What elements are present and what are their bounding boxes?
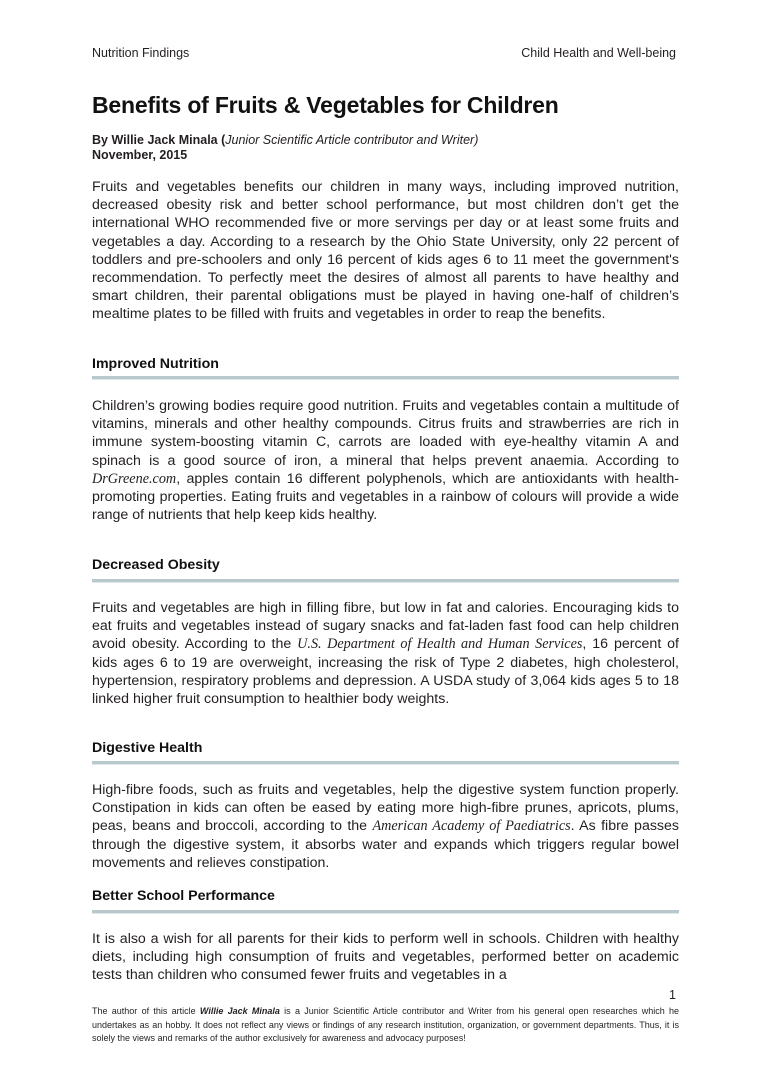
footnote: The author of this article Willie Jack Minala is a Junior Scientific Article contributor and Writer from his general open researches which he undertakes as an hobby. It does not reflect any views or findings of any research institution, organization, or government departments. Thus, it is solely the views and remarks of the author exclusively for awareness and advocacy purposes! — [92, 1006, 679, 1043]
section-heading-school: Better School Performance — [92, 888, 275, 904]
school-paragraph: It is also a wish for all parents for their kids to perform well in schools. Children with healthy diets, including high consumption of fruits and vegetables, performed better on academic tests than children who consumed fewer fruits and vegetables in a — [92, 931, 679, 984]
section-heading-nutrition: Improved Nutrition — [92, 356, 219, 372]
header-left: Nutrition Findings — [92, 46, 190, 60]
byline — [92, 133, 692, 163]
publication-date: November, 2015 — [92, 148, 188, 162]
digestive-paragraph: High-fibre foods, such as fruits and vegetables, help the digestive system function properly. Constipation in kids can often be eased by eating more high-fibre prunes, apricots, plums, peas, beans and broccoli, according to the American Academy of Paediatrics. As fibre passes through the digestive system, it absorbs water and expands which triggers regular bowel movements and relieves constipation. — [92, 782, 680, 871]
section-divider — [92, 761, 679, 765]
intro-paragraph: Fruits and vegetables benefits our children in many ways, including improved nutrition, decreased obesity risk and better school performance, but most children don’t get the international WHO recommended five or more servings per day or at least some fruits and vegetables a day. According to a research by the Ohio State University, only 22 percent of toddlers and pre-schoolers and only 16 percent of kids ages 6 to 11 meet the government's recommendation. To perfectly meet the desires of almost all parents to have healthy and smart children, their parental obligations must be played in having one-half of children’s mealtime plates to be filled with fruits and vegetables in order to reap the benefits. — [92, 179, 679, 323]
section-heading-digestive: Digestive Health — [92, 740, 203, 756]
page-number: 1 — [669, 988, 676, 1002]
section-divider — [92, 910, 679, 914]
obesity-paragraph: Fruits and vegetables are high in filling fibre, but low in fat and calories. Encouraging kids to eat fruits and vegetables instead of sugary snacks and fat-laden fast food can help children avoid obesity. According to the U.S. Department of Health and Human Services, 16 percent of kids ages 6 to 19 are overweight, increasing the risk of Type 2 diabetes, high cholesterol, hypertension, respiratory problems and depression. A USDA study of 3,064 kids ages 5 to 18 linked higher fruit consumption to healthier body weights. — [92, 600, 680, 708]
section-divider — [92, 579, 679, 583]
header-right: Child Health and Well-being — [521, 46, 676, 60]
author-line: By Willie Jack Minala ( — [92, 133, 226, 147]
article-title: Benefits of Fruits & Vegetables for Children — [92, 92, 559, 118]
author-role: Junior Scientific Article contributor and Writer) — [225, 133, 479, 147]
section-heading-obesity: Decreased Obesity — [92, 557, 220, 573]
footnote-author: Willie Jack Minala — [199, 1006, 280, 1016]
source-citation: American Academy of Paediatrics — [372, 818, 571, 835]
section-divider — [92, 376, 679, 380]
source-citation: U.S. Department of Health and Human Services — [297, 636, 583, 653]
nutrition-paragraph: Children’s growing bodies require good nutrition. Fruits and vegetables contain a multitude of vitamins, minerals and other healthy compounds. Citrus fruits and strawberries are rich in immune system-boosting vitamin C, carrots are loaded with eye-healthy vitamin A and spinach is a good source of iron, a mineral that helps prevent anaemia. According to DrGreene.com, apples contain 16 different polyphenols, which are antioxidants with health-promoting properties. Eating fruits and vegetables in a rainbow of colours will provide a wide range of nutrients that help keep kids healthy. — [92, 398, 679, 524]
source-citation: DrGreene.com — [92, 470, 177, 487]
